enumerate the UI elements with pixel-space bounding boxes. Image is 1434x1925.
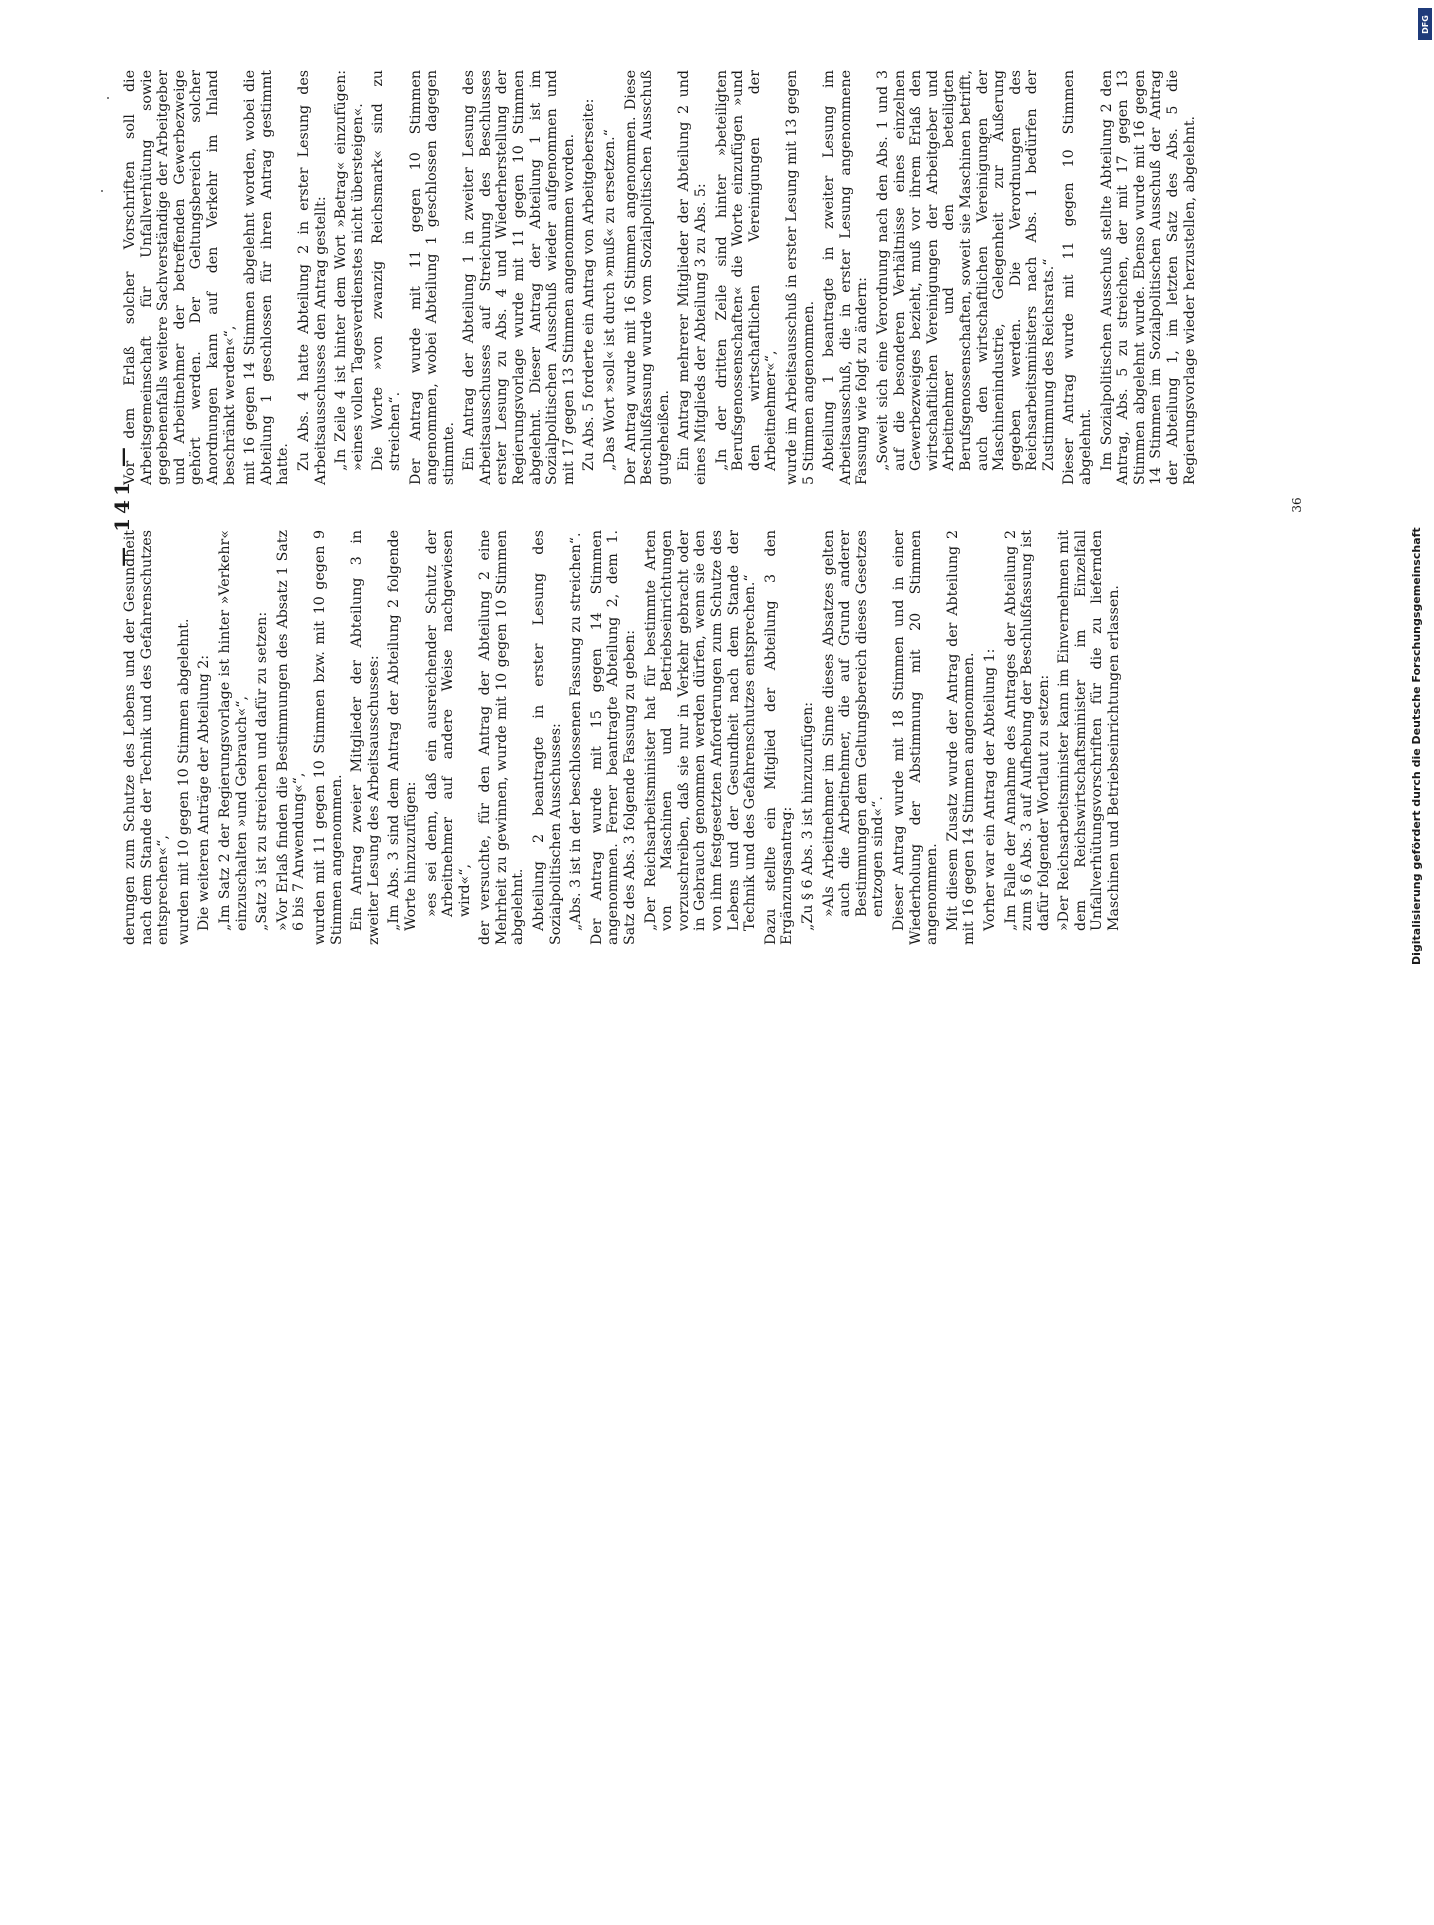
paragraph: derungen zum Schutze des Lebens und der Gesundheit nach dem Stande der Technik und des Gefahrenschutzes entsprechen«“, [122,530,172,945]
paragraph: „Im Satz 2 der Regierungsvorlage ist hinter »Verkehr« einzuschalten »und Gebrauch«“, [216,530,250,931]
paragraph: Mit diesem Zusatz wurde der Antrag der Abteilung 2 mit 16 gegen 14 Stimmen angenommen. [944,530,978,945]
paragraph: Abteilung 2 beantragte in erster Lesung des Sozialpolitischen Ausschusses: [531,530,564,945]
paragraph: Im Sozialpolitischen Ausschuß stellte Abteilung 2 den Antrag, Abs. 5 zu streichen, der mit 17 gegen 13 Stimmen abgelehnt wurde. Ebenso wurde mit 16 gegen 14 Stimmen im Sozialpolitischen Ausschuß der Antrag der Abteilung 1, im letzten Satz des Abs. 5 die Regierungsvorlage wieder herzustellen, abgelehnt. [1098,70,1198,485]
paragraph: „In Zeile 4 ist hinter dem Wort »Betrag« einzufügen: »eines vollen Tagesverdienstes nicht übersteigen«. [333,70,366,471]
document-page [110,70,1310,945]
paragraph: Zu Abs. 4 hatte Abteilung 2 in erster Lesung des Arbeitsausschusses den Antrag gestellt: [295,70,329,485]
paragraph: Vor dem Erlaß solcher Vorschriften soll die Arbeitsgemeinschaft für Unfallverhütung sowie gegebenenfalls weitere Sachverständige der Arbeitgeber und Arbeitnehmer der betreffenden Gewerbezweige gehört werden. Der Geltungsbereich solcher Anordnungen kann auf den Verkehr im Inland beschränkt werden«“, [122,70,238,485]
digitization-note [1410,527,1430,1925]
paragraph: Ein Antrag zweier Mitglieder der Abteilung 3 in zweiter Lesung des Arbeitsausschusses: [349,530,382,945]
paragraph: Ein Antrag der Abteilung 1 in zweiter Lesung des Arbeitsausschusses auf Streichung des Beschlusses erster Lesung zu Abs. 4 und Wiederherstellung der Regierungsvorlage wurde mit 11 gegen 10 Stimmen abgelehnt. Dieser Antrag der Abteilung 1 ist im Sozialpolitischen Ausschuß wieder aufgenommen und mit 17 gegen 13 Stimmen angenommen worden. [461,70,577,485]
paragraph: Die Worte »von zwanzig Reichsmark« sind zu streichen“. [370,70,403,471]
paragraph: der versuchte, für den Antrag der Abteilung 2 eine Mehrheit zu gewinnen, wurde mit 10 gegen 10 Stimmen abgelehnt. [477,530,527,945]
paragraph: Der Antrag wurde mit 15 gegen 14 Stimmen angenommen. Ferner beantragte Abteilung 2, dem 1. Satz des Abs. 3 folgende Fassung zu geben: [588,530,639,945]
dfg-logo-text: DFG [1420,14,1430,34]
dfg-logo [1418,8,1432,40]
paragraph: „Satz 3 ist zu streichen und dafür zu setzen: [254,611,271,931]
page-footer-number: 36 [1290,497,1304,513]
paragraph: „Im Abs. 3 sind dem Antrag der Abteilung 2 folgende Worte hinzuzufügen: [386,530,419,931]
paragraph: »es sei denn, daß ein ausreichender Schutz der Arbeitnehmer auf andere Weise nachgewiesen wird«“, [423,530,473,917]
paragraph: „Soweit sich eine Verordnung nach den Abs. 1 und 3 auf die besonderen Verhältnisse eines einzelnen Gewerbezweiges bezieht, muß vor ihrem Erlaß den wirtschaftlichen Vereinigungen der Arbeitgeber und Arbeitnehmer und den beteiligten Berufsgenossenschaften, soweit sie Maschinen betrifft, auch den wirtschaftlichen Vereinigungen der Maschinenindustrie, Gelegenheit zur Äußerung gegeben werden. Die Verordnungen des Reichsarbeitsministers nach Abs. 1 bedürfen der Zustimmung des Reichsrats.“ [874,70,1057,471]
left-text-column [122,530,1127,945]
scan-speck [101,190,103,192]
paragraph: Vorher war ein Antrag der Abteilung 1: [981,648,998,931]
paragraph: Dieser Antrag wurde mit 18 Stimmen und in einer Wiederholung der Abstimmung mit 20 Stimmen angenommen. [890,530,941,945]
paragraph: »Als Arbeitnehmer im Sinne dieses Absatzes gelten auch die Arbeitnehmer, die auf Grund anderer Bestimmungen dem Geltungsbereich dieses Gesetzes entzogen sind«“. [820,530,887,917]
paragraph: »Der Reichsarbeitsminister kann im Einvernehmen mit dem Reichswirtschaftsminister im Einzelfall Unfallverhütungsvorschriften für die zu liefernden Maschinen und Betriebseinrichtungen erlassen. [1056,530,1123,931]
page-header: — 141 — [110,443,134,567]
scan-speck [107,97,109,99]
digitization-note-text: Digitalisierung gefördert durch die Deutsche Forschungsgemeinschaft [1410,527,1423,965]
right-text-column [122,70,1202,485]
paragraph: wurden mit 11 gegen 10 Stimmen bzw. mit 10 gegen 9 Stimmen angenommen. [311,530,345,945]
paragraph: mit 16 gegen 14 Stimmen abgelehnt worden, wobei die Abteilung 1 geschlossen für ihren Antrag gestimmt hatte. [242,70,292,485]
paragraph: Ein Antrag mehrerer Mitglieder der Abteilung 2 und eines Mitglieds der Abteilung 3 zu Abs. 5: [676,70,709,485]
paragraph: Die weiteren Anträge der Abteilung 2: [196,654,213,931]
paragraph: „Im Falle der Annahme des Antrages der Abteilung 2 zum § 6 Abs. 3 auf Aufhebung der Beschlußfassung ist dafür folgender Wortlaut zu setzen: [1002,530,1052,931]
paragraph: Dazu stellte ein Mitglied der Abteilung 3 den Ergänzungsantrag: [762,530,796,945]
paragraph: „Der Reichsarbeitsminister hat für bestimmte Arten von Maschinen und Betriebseinrichtungen vorzuschreiben, daß sie nur in Verkehr gebracht oder in Gebrauch genommen werden dürfen, wenn sie den von ihm festgesetzten Anforderungen zum Schutze des Lebens und der Gesundheit nach dem Stande der Technik und des Gefahrenschutzes entsprechen.“ [642,530,759,931]
paragraph: „In der dritten Zeile sind hinter »beteiligten Berufsgenossenschaften« die Worte einzufügen »und den wirtschaftlichen Vereinigungen der Arbeitnehmer«“, [713,70,780,471]
paragraph: Dieser Antrag wurde mit 11 gegen 10 Stimmen abgelehnt. [1061,70,1095,485]
paragraph: wurden mit 10 gegen 10 Stimmen abgelehnt. [175,618,192,945]
paragraph: „Abs. 3 ist in der beschlossenen Fassung zu streichen“. [568,532,585,931]
paragraph: »Vor Erlaß finden die Bestimmungen des Absatz 1 Satz 6 bis 7 Anwendung«“, [274,530,308,931]
paragraph: Der Antrag wurde mit 16 Stimmen angenommen. Diese Beschlußfassung wurde vom Sozialpolitischen Ausschuß gutgeheißen. [622,70,672,485]
paragraph: Der Antrag wurde mit 11 gegen 10 Stimmen angenommen, wobei Abteilung 1 geschlossen dagegen stimmte. [407,70,457,485]
paragraph: wurde im Arbeitsausschuß in erster Lesung mit 13 gegen 5 Stimmen angenommen. [783,70,817,485]
paragraph: „Das Wort »soll« ist durch »muß« zu ersetzen.“ [602,129,619,471]
paragraph: Zu Abs. 5 forderte ein Antrag von Arbeitgeberseite: [581,98,598,471]
paragraph: Abteilung 1 beantragte in zweiter Lesung im Arbeitsausschuß, die in erster Lesung angenommene Fassung wie folgt zu ändern: [821,70,871,485]
paragraph: „Zu § 6 Abs. 3 ist hinzuzufügen: [799,701,816,931]
